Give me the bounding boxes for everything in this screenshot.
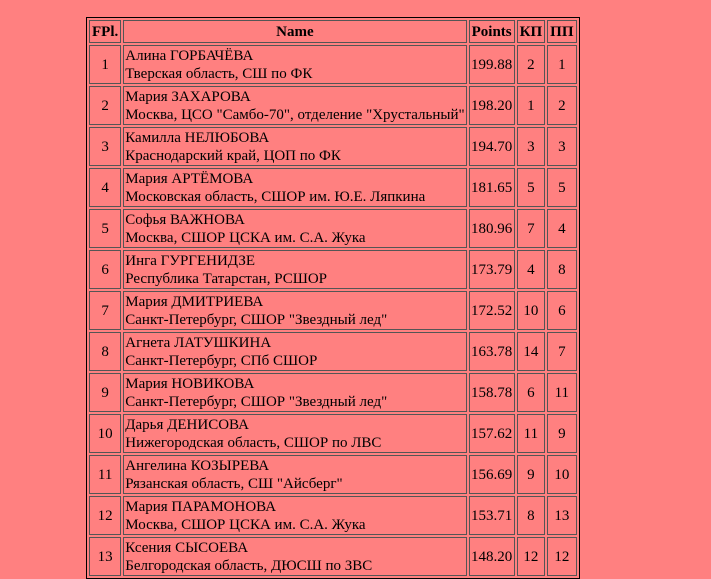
kp-cell: 1: [517, 86, 546, 125]
header-points: Points: [469, 20, 515, 43]
points-cell: 194.70: [469, 127, 515, 166]
place-cell: 1: [89, 45, 121, 84]
place-cell: 2: [89, 86, 121, 125]
kp-cell: 4: [517, 250, 546, 289]
name-cell: [123, 373, 466, 412]
name-cell: [123, 496, 466, 535]
skater-name: Ангелина КОЗЫРЕВА: [125, 457, 270, 474]
place-cell: 12: [89, 496, 121, 535]
table-row: [89, 332, 577, 371]
pp-cell: 3: [547, 127, 576, 166]
points-cell: 156.69: [469, 455, 515, 494]
kp-cell: 3: [517, 127, 546, 166]
pp-cell: 4: [547, 209, 576, 248]
header-pp: ПП: [547, 20, 576, 43]
name-cell: [123, 291, 466, 330]
kp-cell: 2: [517, 45, 546, 84]
place-cell: 3: [89, 127, 121, 166]
pp-cell: 7: [547, 332, 576, 371]
skater-name: Алина ГОРБАЧЁВА: [125, 47, 254, 64]
skater-name: Агнета ЛАТУШКИНА: [125, 334, 272, 351]
skater-name: Мария ДМИТРИЕВА: [125, 293, 264, 310]
name-cell: [123, 127, 466, 166]
table-row: [89, 291, 577, 330]
skater-name: Мария АРТЁМОВА: [125, 170, 254, 187]
name-cell: [123, 332, 466, 371]
place-cell: 10: [89, 414, 121, 453]
skater-club: Москва, СШОР ЦСКА им. С.А. Жука: [125, 516, 366, 533]
name-cell: [123, 455, 466, 494]
skater-club: Санкт-Петербург, СШОР "Звездный лед": [125, 393, 388, 410]
header-fpl: FPl.: [89, 20, 121, 43]
points-cell: 157.62: [469, 414, 515, 453]
points-cell: 180.96: [469, 209, 515, 248]
table-row: [89, 45, 577, 84]
place-cell: 11: [89, 455, 121, 494]
skater-club: Московская область, СШОР им. Ю.Е. Ляпкина: [125, 188, 426, 205]
name-cell: [123, 209, 466, 248]
table-row: [89, 414, 577, 453]
pp-cell: 1: [547, 45, 576, 84]
table-row: [89, 86, 577, 125]
points-cell: 158.78: [469, 373, 515, 412]
kp-cell: 8: [517, 496, 546, 535]
skater-name: Ксения СЫСОЕВА: [125, 539, 249, 556]
skater-club: Республика Татарстан, РСШОР: [125, 270, 328, 287]
name-cell: [123, 86, 466, 125]
place-cell: 8: [89, 332, 121, 371]
place-cell: 6: [89, 250, 121, 289]
place-cell: 7: [89, 291, 121, 330]
kp-cell: 10: [517, 291, 546, 330]
skater-club: Тверская область, СШ по ФК: [125, 65, 313, 82]
table-row: [89, 127, 577, 166]
pp-cell: 12: [547, 537, 576, 576]
kp-cell: 9: [517, 455, 546, 494]
header-name: Name: [123, 20, 466, 43]
skater-club: Москва, ЦСО "Самбо-70", отделение "Хрустальный": [125, 106, 465, 123]
name-cell: [123, 168, 466, 207]
name-cell: [123, 45, 466, 84]
name-cell: [123, 250, 466, 289]
table-row: [89, 537, 577, 576]
points-cell: 199.88: [469, 45, 515, 84]
points-cell: 148.20: [469, 537, 515, 576]
skater-name: Мария ЗАХАРОВА: [125, 88, 251, 105]
table-row: [89, 373, 577, 412]
skater-club: Нижегородская область, СШОР по ЛВС: [125, 434, 382, 451]
pp-cell: 6: [547, 291, 576, 330]
table-row: [89, 455, 577, 494]
results-table: [86, 17, 580, 579]
skater-name: Мария ПАРАМОНОВА: [125, 498, 277, 515]
table-row: [89, 250, 577, 289]
kp-cell: 6: [517, 373, 546, 412]
table-row: [89, 168, 577, 207]
pp-cell: 9: [547, 414, 576, 453]
points-cell: 181.65: [469, 168, 515, 207]
points-cell: 198.20: [469, 86, 515, 125]
skater-club: Санкт-Петербург, СШОР "Звездный лед": [125, 311, 388, 328]
skater-club: Краснодарский край, ЦОП по ФК: [125, 147, 341, 164]
pp-cell: 11: [547, 373, 576, 412]
points-cell: 153.71: [469, 496, 515, 535]
kp-cell: 14: [517, 332, 546, 371]
place-cell: 5: [89, 209, 121, 248]
skater-name: Мария НОВИКОВА: [125, 375, 255, 392]
skater-club: Санкт-Петербург, СПб СШОР: [125, 352, 318, 369]
place-cell: 13: [89, 537, 121, 576]
kp-cell: 11: [517, 414, 546, 453]
skater-name: Софья ВАЖНОВА: [125, 211, 245, 228]
pp-cell: 10: [547, 455, 576, 494]
kp-cell: 5: [517, 168, 546, 207]
pp-cell: 2: [547, 86, 576, 125]
skater-club: Белгородская область, ДЮСШ по ЗВС: [125, 557, 373, 574]
table-row: [89, 496, 577, 535]
skater-name: Дарья ДЕНИСОВА: [125, 416, 249, 433]
name-cell: [123, 414, 466, 453]
skater-name: Инга ГУРГЕНИДЗЕ: [125, 252, 256, 269]
pp-cell: 5: [547, 168, 576, 207]
place-cell: 4: [89, 168, 121, 207]
place-cell: 9: [89, 373, 121, 412]
points-cell: 172.52: [469, 291, 515, 330]
skater-name: Камилла НЕЛЮБОВА: [125, 129, 270, 146]
skater-club: Москва, СШОР ЦСКА им. С.А. Жука: [125, 229, 366, 246]
pp-cell: 13: [547, 496, 576, 535]
header-row: [89, 20, 577, 43]
kp-cell: 12: [517, 537, 546, 576]
skater-club: Рязанская область, СШ "Айсберг": [125, 475, 343, 492]
points-cell: 173.79: [469, 250, 515, 289]
kp-cell: 7: [517, 209, 546, 248]
table-row: [89, 209, 577, 248]
header-kp: КП: [517, 20, 546, 43]
results-body: [89, 45, 577, 576]
pp-cell: 8: [547, 250, 576, 289]
points-cell: 163.78: [469, 332, 515, 371]
name-cell: [123, 537, 466, 576]
